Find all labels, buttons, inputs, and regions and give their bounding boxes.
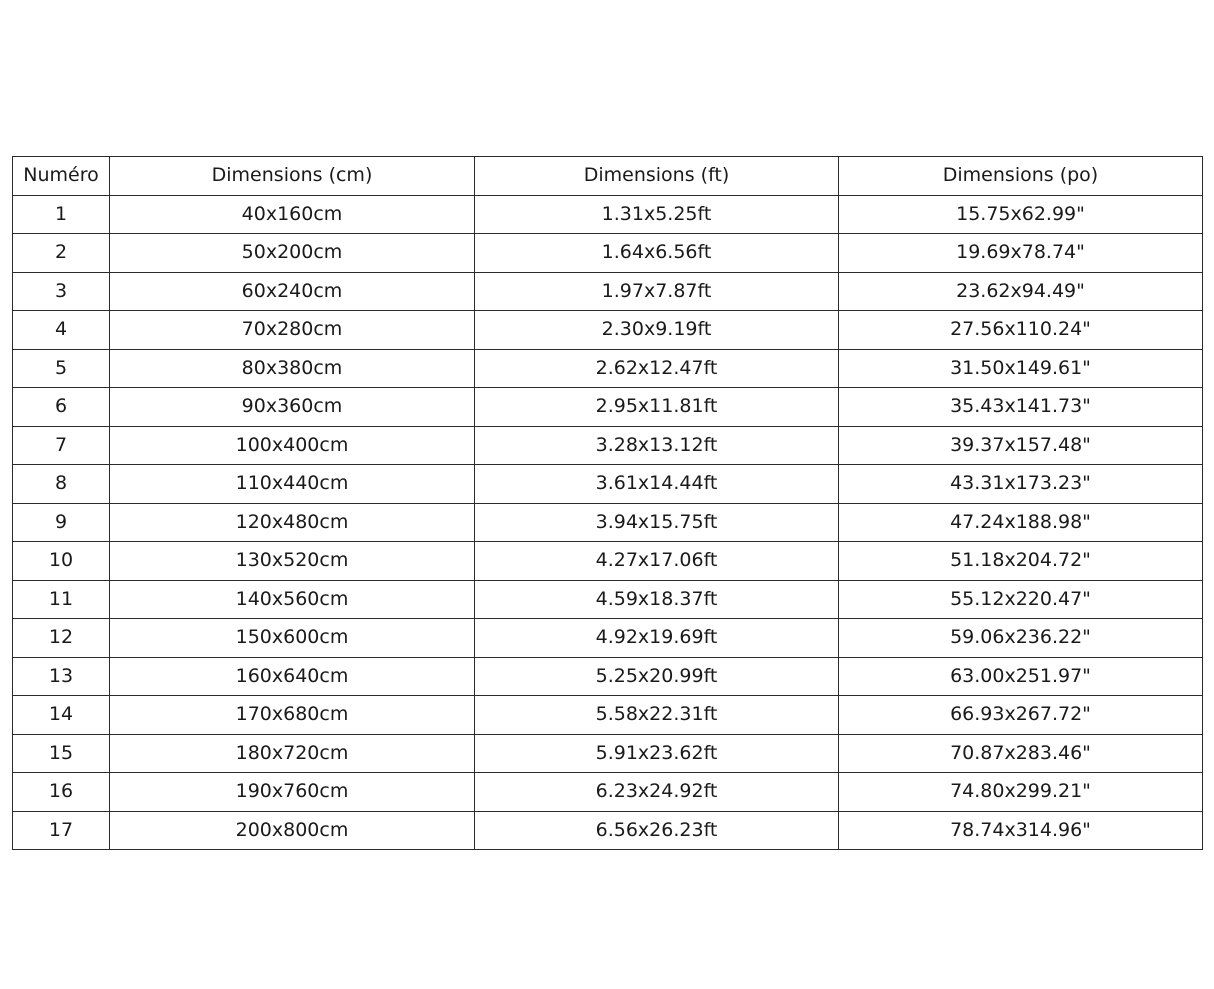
cell-dimensions-cm: 180x720cm xyxy=(110,734,475,773)
cell-numero: 5 xyxy=(13,349,110,388)
cell-dimensions-po: 78.74x314.96" xyxy=(839,811,1203,850)
cell-numero: 9 xyxy=(13,503,110,542)
dimensions-table-container xyxy=(12,156,1202,850)
cell-dimensions-po: 15.75x62.99" xyxy=(839,195,1203,234)
cell-dimensions-cm: 160x640cm xyxy=(110,657,475,696)
cell-numero: 12 xyxy=(13,619,110,658)
cell-dimensions-ft: 5.58x22.31ft xyxy=(475,696,839,735)
cell-numero: 3 xyxy=(13,272,110,311)
table-row xyxy=(13,234,1203,273)
cell-dimensions-po: 47.24x188.98" xyxy=(839,503,1203,542)
cell-numero: 6 xyxy=(13,388,110,427)
cell-dimensions-cm: 170x680cm xyxy=(110,696,475,735)
cell-dimensions-po: 51.18x204.72" xyxy=(839,542,1203,581)
table-row xyxy=(13,503,1203,542)
cell-dimensions-cm: 120x480cm xyxy=(110,503,475,542)
cell-dimensions-ft: 3.61x14.44ft xyxy=(475,465,839,504)
cell-dimensions-ft: 5.91x23.62ft xyxy=(475,734,839,773)
cell-dimensions-po: 43.31x173.23" xyxy=(839,465,1203,504)
cell-numero: 10 xyxy=(13,542,110,581)
cell-dimensions-po: 23.62x94.49" xyxy=(839,272,1203,311)
table-row xyxy=(13,696,1203,735)
cell-dimensions-cm: 140x560cm xyxy=(110,580,475,619)
cell-dimensions-po: 35.43x141.73" xyxy=(839,388,1203,427)
table-row xyxy=(13,811,1203,850)
cell-dimensions-cm: 60x240cm xyxy=(110,272,475,311)
cell-dimensions-ft: 3.94x15.75ft xyxy=(475,503,839,542)
cell-numero: 13 xyxy=(13,657,110,696)
cell-dimensions-cm: 100x400cm xyxy=(110,426,475,465)
cell-numero: 11 xyxy=(13,580,110,619)
cell-numero: 17 xyxy=(13,811,110,850)
cell-dimensions-po: 39.37x157.48" xyxy=(839,426,1203,465)
column-header-dimensions-cm: Dimensions (cm) xyxy=(110,157,475,196)
table-row xyxy=(13,619,1203,658)
cell-dimensions-po: 19.69x78.74" xyxy=(839,234,1203,273)
table-header-row xyxy=(13,157,1203,196)
cell-numero: 7 xyxy=(13,426,110,465)
cell-dimensions-cm: 110x440cm xyxy=(110,465,475,504)
cell-dimensions-ft: 1.31x5.25ft xyxy=(475,195,839,234)
table-row xyxy=(13,349,1203,388)
cell-numero: 8 xyxy=(13,465,110,504)
dimensions-table xyxy=(12,156,1203,850)
table-row xyxy=(13,195,1203,234)
cell-dimensions-po: 63.00x251.97" xyxy=(839,657,1203,696)
cell-dimensions-po: 55.12x220.47" xyxy=(839,580,1203,619)
cell-dimensions-cm: 50x200cm xyxy=(110,234,475,273)
cell-dimensions-ft: 1.97x7.87ft xyxy=(475,272,839,311)
cell-dimensions-ft: 6.23x24.92ft xyxy=(475,773,839,812)
cell-numero: 4 xyxy=(13,311,110,350)
cell-dimensions-cm: 80x380cm xyxy=(110,349,475,388)
table-row xyxy=(13,773,1203,812)
cell-dimensions-cm: 150x600cm xyxy=(110,619,475,658)
cell-dimensions-cm: 70x280cm xyxy=(110,311,475,350)
cell-numero: 2 xyxy=(13,234,110,273)
table-body xyxy=(13,195,1203,850)
column-header-dimensions-ft: Dimensions (ft) xyxy=(475,157,839,196)
table-row xyxy=(13,465,1203,504)
table-row xyxy=(13,272,1203,311)
cell-dimensions-po: 27.56x110.24" xyxy=(839,311,1203,350)
cell-dimensions-ft: 2.95x11.81ft xyxy=(475,388,839,427)
cell-numero: 14 xyxy=(13,696,110,735)
cell-dimensions-cm: 190x760cm xyxy=(110,773,475,812)
cell-dimensions-ft: 4.92x19.69ft xyxy=(475,619,839,658)
table-row xyxy=(13,426,1203,465)
cell-dimensions-ft: 4.59x18.37ft xyxy=(475,580,839,619)
cell-dimensions-ft: 6.56x26.23ft xyxy=(475,811,839,850)
cell-dimensions-ft: 2.30x9.19ft xyxy=(475,311,839,350)
cell-dimensions-cm: 90x360cm xyxy=(110,388,475,427)
cell-dimensions-po: 70.87x283.46" xyxy=(839,734,1203,773)
column-header-numero: Numéro xyxy=(13,157,110,196)
table-row xyxy=(13,734,1203,773)
table-row xyxy=(13,657,1203,696)
cell-numero: 1 xyxy=(13,195,110,234)
cell-dimensions-po: 59.06x236.22" xyxy=(839,619,1203,658)
cell-numero: 15 xyxy=(13,734,110,773)
cell-dimensions-ft: 1.64x6.56ft xyxy=(475,234,839,273)
cell-dimensions-ft: 2.62x12.47ft xyxy=(475,349,839,388)
column-header-dimensions-po: Dimensions (po) xyxy=(839,157,1203,196)
cell-dimensions-cm: 130x520cm xyxy=(110,542,475,581)
cell-dimensions-ft: 4.27x17.06ft xyxy=(475,542,839,581)
table-row xyxy=(13,580,1203,619)
cell-dimensions-cm: 200x800cm xyxy=(110,811,475,850)
cell-dimensions-cm: 40x160cm xyxy=(110,195,475,234)
cell-dimensions-po: 74.80x299.21" xyxy=(839,773,1203,812)
cell-dimensions-ft: 3.28x13.12ft xyxy=(475,426,839,465)
cell-numero: 16 xyxy=(13,773,110,812)
table-row xyxy=(13,388,1203,427)
table-row xyxy=(13,311,1203,350)
table-row xyxy=(13,542,1203,581)
cell-dimensions-ft: 5.25x20.99ft xyxy=(475,657,839,696)
table-header xyxy=(13,157,1203,196)
cell-dimensions-po: 66.93x267.72" xyxy=(839,696,1203,735)
cell-dimensions-po: 31.50x149.61" xyxy=(839,349,1203,388)
